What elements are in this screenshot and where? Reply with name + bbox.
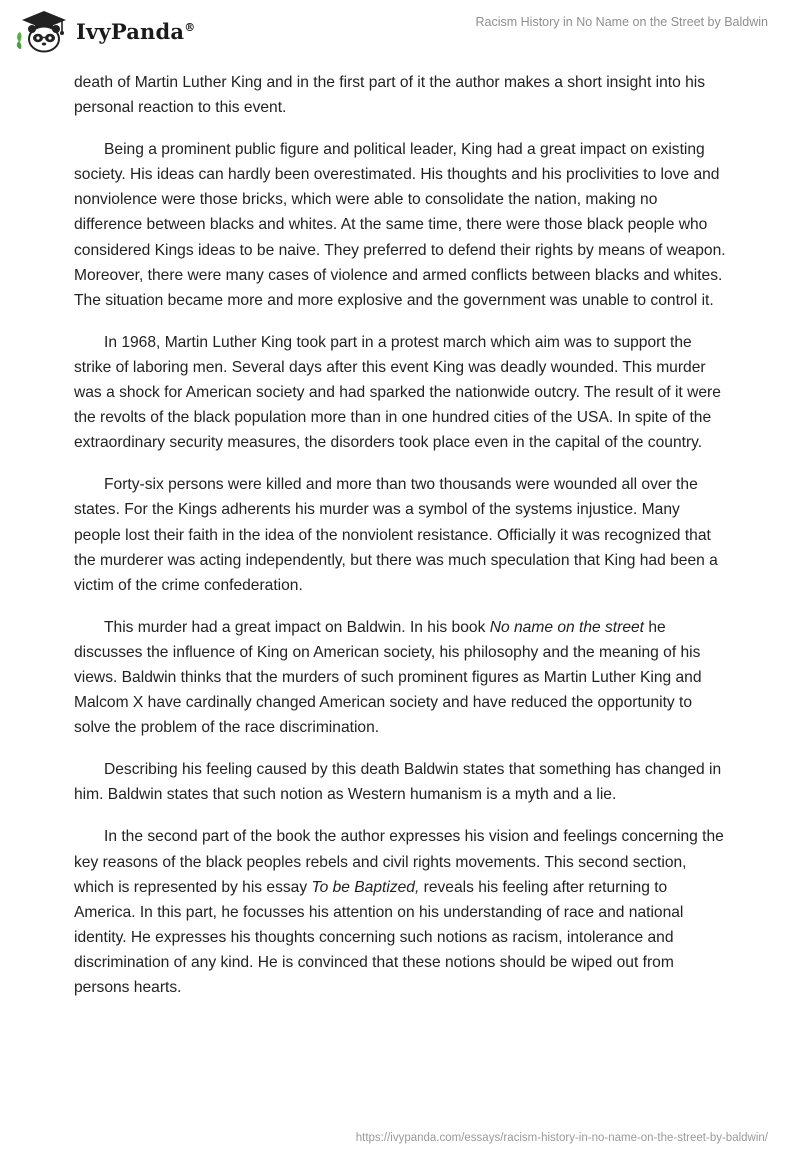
paragraph-4: Forty-six persons were killed and more than two thousands were wounded all over the states. For the Kings adherents his murder was a symbol of the systems injustice. Many people lost their faith in the idea of the nonviolent resistance. Officially it was recognized that the murderer was acting independently, but there was much speculation that King had been a victim of the crime confederation.	[74, 476, 718, 594]
book-title: No name on the street	[489, 618, 645, 636]
paragraph-2: Being a prominent public figure and political leader, King had a great impact on existing society. His ideas can hardly been overestimated. His thoughts and his proclivities to love and nonviolence were those bricks, which were able to consolidate the nation, making no difference between blacks and whites. At the same time, there were those black people who considered Kings ideas to be naive. They preferred to defend their rights by means of weapon. Moreover, there were many cases of violence and armed conflicts between blacks and whites. The situation became more and more explosive and the government was unable to control it.	[74, 141, 726, 309]
paragraph-7: In the second part of the book the author expresses his vision and feelings concerning the key reasons of the black peoples rebels and civil rights movements. This second section, which is represented by his essay To be Baptized, reveals his feeling after returning to America. In this part, he focusses his attention on his understanding of race and national identity. He expresses his thoughts concerning such notions as racism, intolerance and discrimination of any kind. He is convinced that these notions should be wiped out from persons hearts.	[74, 828, 724, 996]
page-header	[0, 0, 800, 64]
essay-body	[74, 70, 726, 1017]
paragraph-3: In 1968, Martin Luther King took part in a protest march which aim was to support the strike of laboring men. Several days after this event King was deadly wounded. This murder was a shock for American society and had sparked the nationwide outcry. The result of it were the revolts of the black population more than in one hundred cities of the USA. In spite of the extraordinary security measures, the disorders took place even in the capital of the country.	[74, 333, 721, 452]
essay-title: To be Baptized,	[311, 878, 420, 896]
paragraph-1: death of Martin Luther King and in the first part of it the author makes a short insight into his personal reaction to this event.	[74, 74, 706, 117]
paragraph-6: Describing his feeling caused by this death Baldwin states that something has changed in him. Baldwin states that such notion as Western humanism is a myth and a lie.	[74, 761, 722, 804]
source-url[interactable]: https://ivypanda.com/essays/racism-history-in-no-name-on-the-street-by-baldwin/	[355, 1132, 768, 1144]
document-title: Racism History in No Name on the Street by Baldwin	[475, 15, 768, 29]
brand-name: IvyPanda®	[76, 18, 196, 44]
paragraph-5: This murder had a great impact on Baldwin. In his book No name on the street he discusses the influence of King on American society, his philosophy and the meaning of his views. Baldwin thinks that the murders of such prominent figures as Martin Luther King and Malcom X have cardinally changed American society and have reduced the opportunity to solve the problem of the race discrimination.	[74, 618, 702, 737]
registered-mark: ®	[184, 20, 196, 34]
ivypanda-logo[interactable]	[14, 8, 195, 54]
panda-graduate-icon	[14, 8, 70, 54]
